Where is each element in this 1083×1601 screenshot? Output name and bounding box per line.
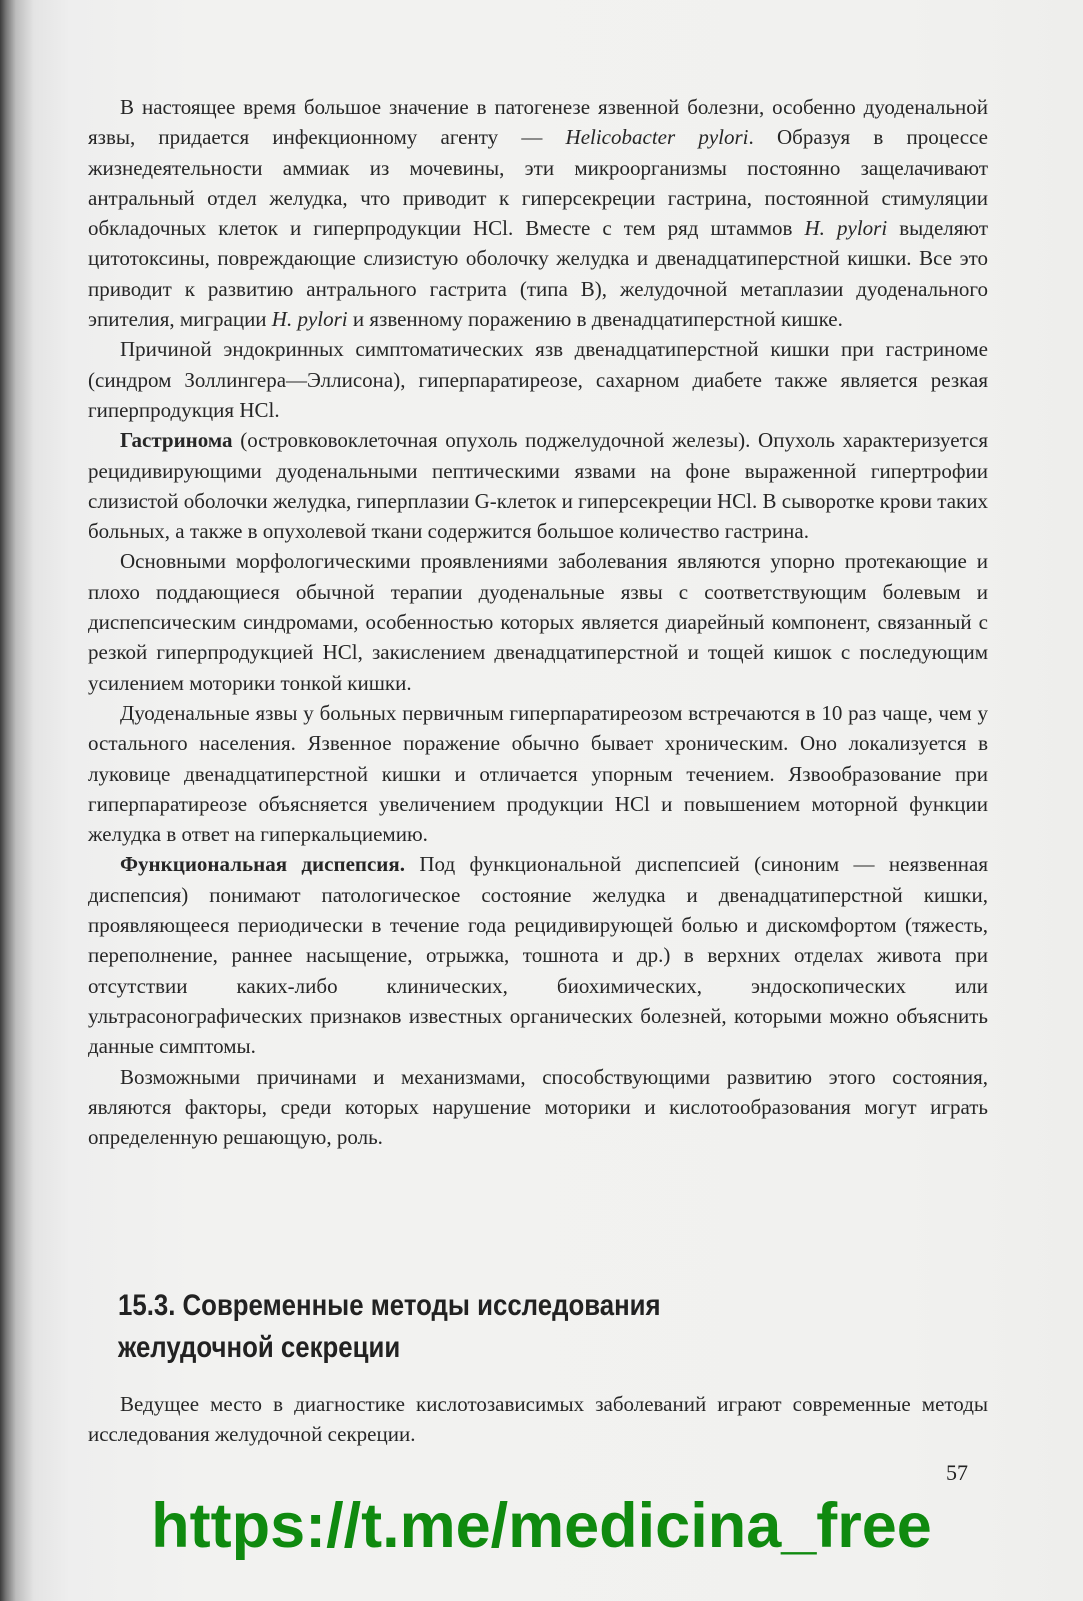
- section-heading-line-2: желудочной секреции: [118, 1331, 401, 1364]
- paragraph-4: Основными морфологическими проявлениями заболевания являются упорно протекающие и плохо поддающиеся обычной терапии дуоденальные язвы с соответствующим болевым и диспепсическим синдромами, особенностью которых является диарейный компонент, связанный с резкой гиперпродукцией HCl, закислением двенадцатиперстной и тощей кишок с последующим усилением моторики тонкой кишки.: [88, 549, 988, 695]
- watermark-link[interactable]: https://t.me/medicina_free: [151, 1491, 932, 1561]
- italic-term: H. pylori: [804, 216, 888, 241]
- paragraph-2: Причиной эндокринных симптоматических язв двенадцатиперстной кишки при гастриноме (синдром Золлингера—Эллисона), гиперпаратиреозе, сахарном диабете также является резкая гиперпродукция HCl.: [88, 337, 988, 422]
- paragraph-1: В настоящее время большое значение в патогенезе язвенной болезни, особенно дуоденальной язвы, придается инфекционному агенту — Helicobacter pylori. Образуя в процессе жизнедеятельности аммиак из мочевины, эти микроорганизмы постоянно защелачивают антральный отдел желудка, что приводит к гиперсекреции гастрина, постоянной стимуляции обкладочных клеток и гиперпродукции HCl. Вместе с тем ряд штаммов H. pylori выделяют цитотоксины, повреждающие слизистую оболочку желудка и двенадцатиперстной кишки. Все это приводит к развитию антрального гастрита (типа В), желудочной метаплазии дуоденального эпителия, миграции H. pylori и язвенному поражению в двенадцатиперстной кишке.: [88, 95, 989, 332]
- term-functional-dyspepsia: Функциональная диспепсия.: [120, 852, 406, 877]
- paragraph-7: Возможными причинами и механизмами, способствующими развитию этого состояния, являются факторы, среди которых нарушение моторики и кислотообразования могут играть определенную решающую, роль.: [88, 1064, 988, 1150]
- paragraph-5: Дуоденальные язвы у больных первичным гиперпаратиреозом встречаются в 10 раз чаще, чем у остального населения. Язвенное поражение обычно бывает хроническим. Оно локализуется в луковице двенадцатиперстной кишки и отличается упорным течением. Язвообразование при гиперпаратиреозе объясняется увеличением продукции HCl и повышением моторной функции желудка в ответ на гиперкальциемию.: [88, 700, 988, 847]
- italic-term: Helicobacter pylori: [565, 125, 749, 150]
- paragraph-3: Гастринома (островковоклеточная опухоль поджелудочной железы). Опухоль характеризуется рецидивирующими дуоденальными пептическими язвами на фоне выраженной гипертрофии слизистой оболочки желудка, гиперплазии G-клеток и гиперсекреции HCl. В сыворотке крови таких больных, а также в опухолевой ткани содержится большое количество гастрина.: [88, 428, 988, 544]
- paragraph-6: Функциональная диспепсия. Под функциональной диспепсией (синоним — неязвенная диспепсия) понимают патологическое состояние желудка и двенадцатиперстной кишки, проявляющееся периодически в течение года рецидивирующей болью и дискомфортом (тяжесть, переполнение, раннее насыщение, отрыжка, тошнота и др.) в верхних отделах живота при отсутствии каких-либо клинических, биохимических, эндоскопических или ультрасонографических признаков известных органических болезней, которыми можно объяснить данные симптомы.: [88, 852, 988, 1059]
- section-heading: [118, 1285, 858, 1369]
- section-intro-text: Ведущее место в диагностике кислотозависимых заболеваний играют современные методы исследования желудочной секреции.: [88, 1392, 988, 1447]
- term-gastrinoma: Гастринома: [120, 428, 233, 453]
- body-text: [88, 92, 988, 1152]
- page-number: 57: [946, 1460, 968, 1485]
- section-heading-line-1: 15.3. Современные методы исследования: [118, 1289, 661, 1322]
- italic-term: H. pylori: [271, 307, 348, 332]
